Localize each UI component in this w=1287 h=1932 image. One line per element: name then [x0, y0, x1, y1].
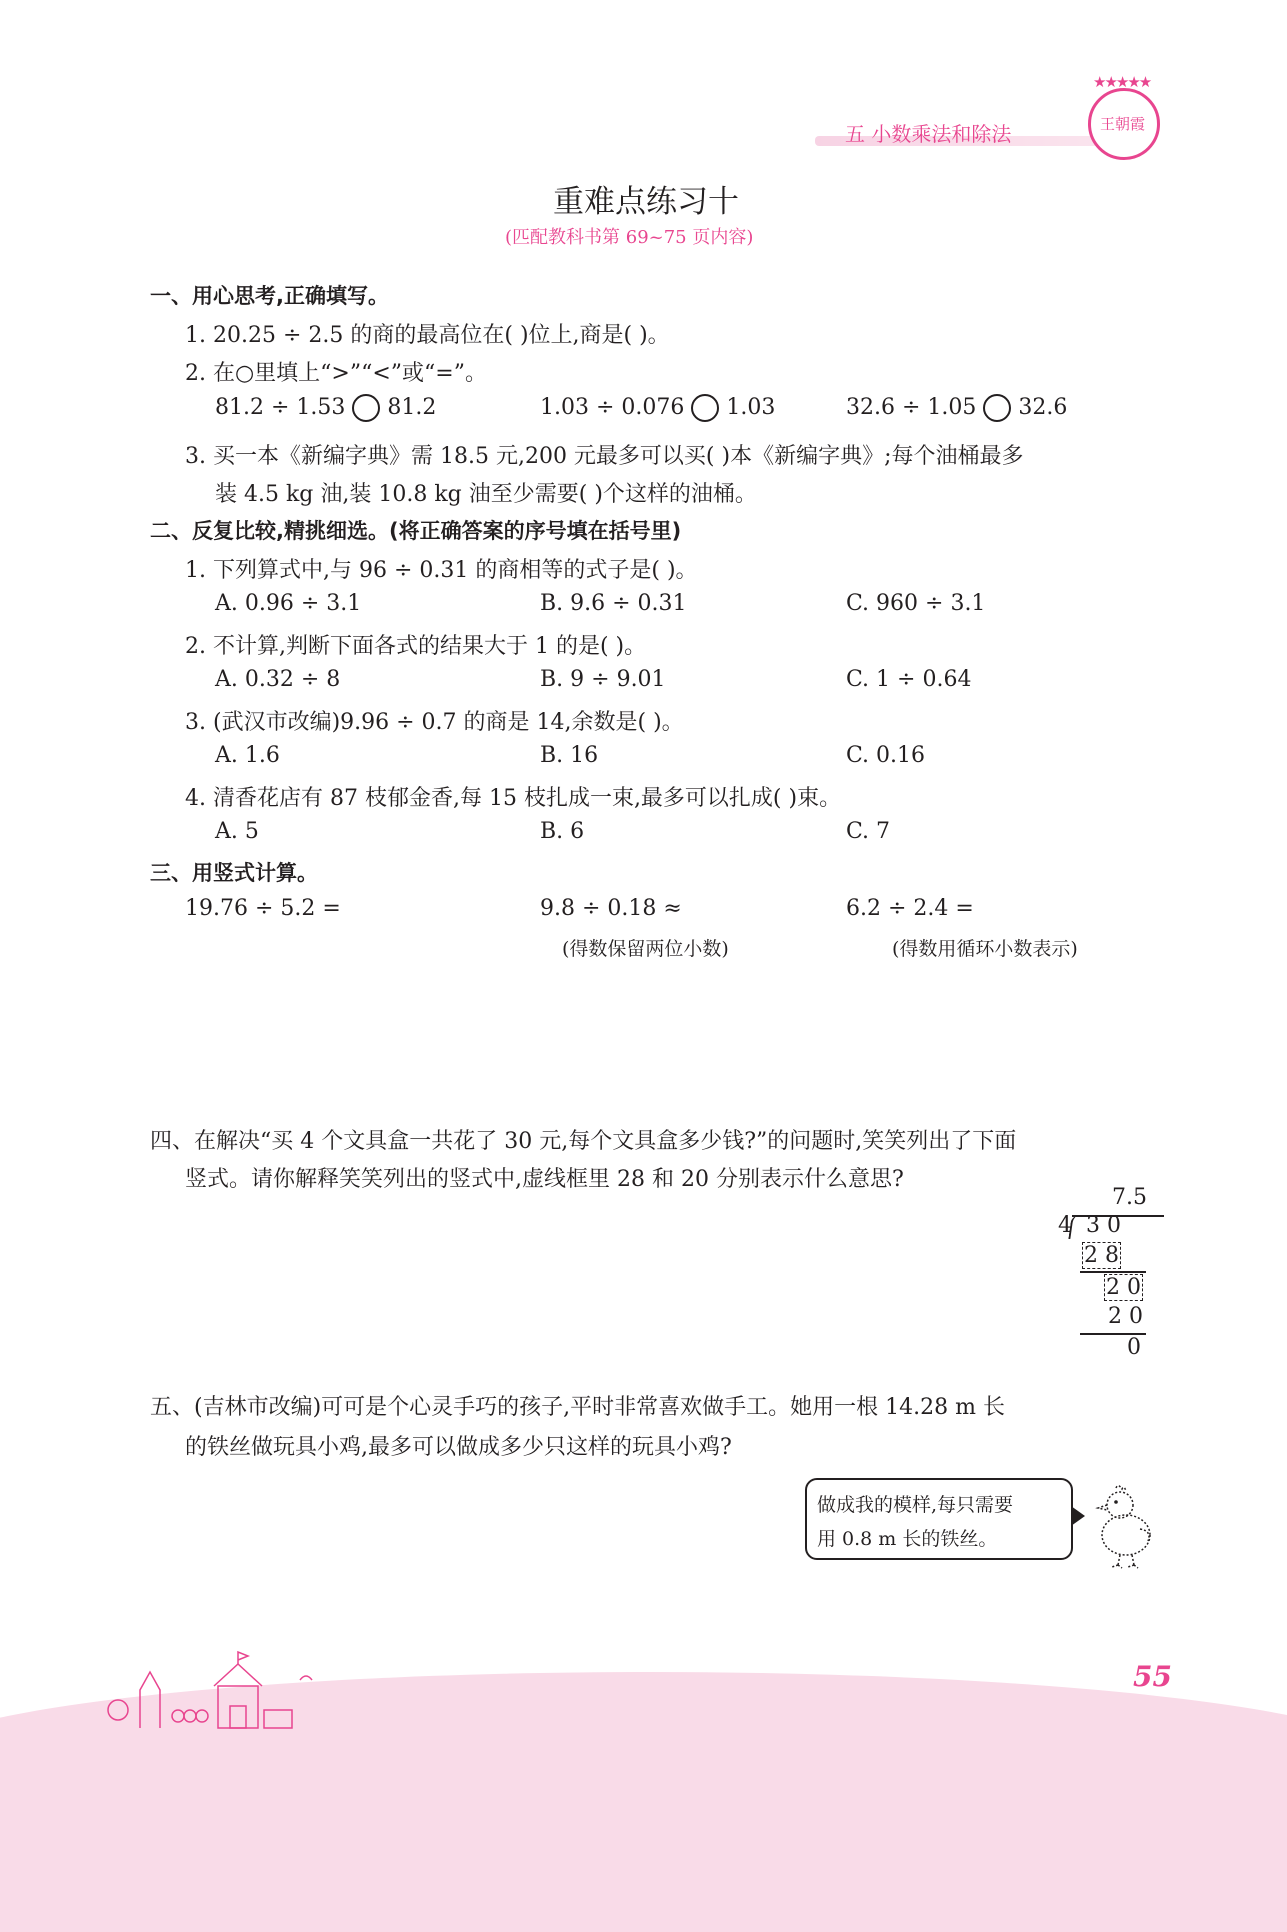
compare-circle[interactable] [983, 394, 1011, 422]
stars-icon: ★★★★★ [1093, 73, 1151, 91]
section-3-heading: 三、用竖式计算。 [150, 861, 318, 885]
division-remainder-1 [1104, 1274, 1143, 1301]
castle-icon [100, 1650, 340, 1730]
logo-badge [1088, 73, 1160, 160]
option-c[interactable]: C. 960 ÷ 3.1 [846, 591, 986, 616]
compare-right: 1.03 [726, 395, 776, 420]
division-divisor: 4 [1058, 1213, 1072, 1238]
compare-circle[interactable] [352, 394, 380, 422]
page-title: 重难点练习十 [553, 184, 739, 220]
division-subtrahend-1-text: 2 8 [1084, 1243, 1119, 1268]
calc-expression-3: 6.2 ÷ 2.4 = [846, 896, 974, 921]
section-1-heading: 一、用心思考,正确填写。 [150, 284, 389, 308]
bubble-text-2: 用 0.8 m 长的铁丝。 [817, 1528, 998, 1550]
s2-question-4: 4. 清香花店有 87 枝郁金香,每 15 枝扎成一束,最多可以扎成( )束。 [185, 786, 842, 811]
compare-right: 81.2 [387, 395, 437, 420]
s2-question-1: 1. 下列算式中,与 96 ÷ 0.31 的商相等的式子是( )。 [185, 558, 698, 583]
compare-left: 81.2 ÷ 1.53 [215, 395, 346, 420]
option-a[interactable]: A. 1.6 [215, 743, 280, 768]
compare-right: 32.6 [1018, 395, 1068, 420]
chapter-label: 五 小数乘法和除法 [845, 122, 1012, 146]
compare-left: 1.03 ÷ 0.076 [540, 395, 685, 420]
option-a[interactable]: A. 0.32 ÷ 8 [215, 667, 341, 692]
compare-item-2 [540, 394, 775, 422]
option-b[interactable]: B. 6 [540, 819, 585, 844]
option-b[interactable]: B. 9.6 ÷ 0.31 [540, 591, 687, 616]
s1-question-3-line-2: 装 4.5 kg 油,装 10.8 kg 油至少需要( )个这样的油桶。 [215, 482, 757, 507]
calc-expression-2: 9.8 ÷ 0.18 ≈ [540, 896, 682, 921]
calc-expression-1: 19.76 ÷ 5.2 = [185, 896, 341, 921]
section-4-line-1: 四、在解决“买 4 个文具盒一共花了 30 元,每个文具盒多少钱?”的问题时,笑笑列出了下面 [150, 1129, 1017, 1154]
option-b[interactable]: B. 9 ÷ 9.01 [540, 667, 666, 692]
page-subtitle: (匹配教科书第 69~75 页内容) [505, 227, 754, 248]
division-subtrahend-1 [1082, 1242, 1121, 1269]
calc-note-3: (得数用循环小数表示) [892, 938, 1078, 960]
option-c[interactable]: C. 1 ÷ 0.64 [846, 667, 972, 692]
compare-circle[interactable] [691, 394, 719, 422]
division-rule-1 [1080, 1271, 1146, 1273]
option-c[interactable]: C. 7 [846, 819, 891, 844]
page-number: 55 [1133, 1660, 1172, 1693]
chick-icon [1090, 1485, 1160, 1570]
compare-item-3 [846, 394, 1067, 422]
speech-bubble [805, 1478, 1073, 1560]
section-5-line-1: 五、(吉林市改编)可可是个心灵手巧的孩子,平时非常喜欢做手工。她用一根 14.28 m 长 [150, 1395, 1005, 1420]
option-b[interactable]: B. 16 [540, 743, 599, 768]
s1-question-2: 2. 在○里填上“>”“<”或“=”。 [185, 361, 487, 386]
option-a[interactable]: A. 5 [215, 819, 259, 844]
division-remainder-1-text: 2 0 [1106, 1275, 1141, 1300]
option-c[interactable]: C. 0.16 [846, 743, 926, 768]
logo-text: 王朝霞 [1100, 115, 1146, 133]
chick-eye [1114, 1500, 1118, 1504]
compare-left: 32.6 ÷ 1.05 [846, 395, 977, 420]
division-remainder-2: 0 [1127, 1335, 1141, 1360]
s1-question-1: 1. 20.25 ÷ 2.5 的商的最高位在( )位上,商是( )。 [185, 323, 670, 348]
calc-note-2: (得数保留两位小数) [562, 938, 729, 960]
section-5-line-2: 的铁丝做玩具小鸡,最多可以做成多少只这样的玩具小鸡? [185, 1435, 732, 1460]
option-a[interactable]: A. 0.96 ÷ 3.1 [215, 591, 362, 616]
s2-question-3: 3. (武汉市改编)9.96 ÷ 0.7 的商是 14,余数是( )。 [185, 710, 684, 735]
section-2-heading: 二、反复比较,精挑细选。(将正确答案的序号填在括号里) [150, 519, 682, 543]
division-dividend: 3 0 [1086, 1213, 1121, 1238]
compare-item-1 [215, 394, 436, 422]
long-division [1050, 1185, 1170, 1360]
division-quotient: 7.5 [1112, 1185, 1147, 1210]
division-subtrahend-2: 2 0 [1108, 1304, 1143, 1329]
section-4-line-2: 竖式。请你解释笑笑列出的竖式中,虚线框里 28 和 20 分别表示什么意思? [185, 1167, 904, 1192]
s1-question-3-line-1: 3. 买一本《新编字典》需 18.5 元,200 元最多可以买( )本《新编字典》;每个油桶最多 [185, 444, 1024, 469]
s2-question-2: 2. 不计算,判断下面各式的结果大于 1 的是( )。 [185, 634, 647, 659]
bubble-text-1: 做成我的模样,每只需要 [817, 1494, 1014, 1516]
